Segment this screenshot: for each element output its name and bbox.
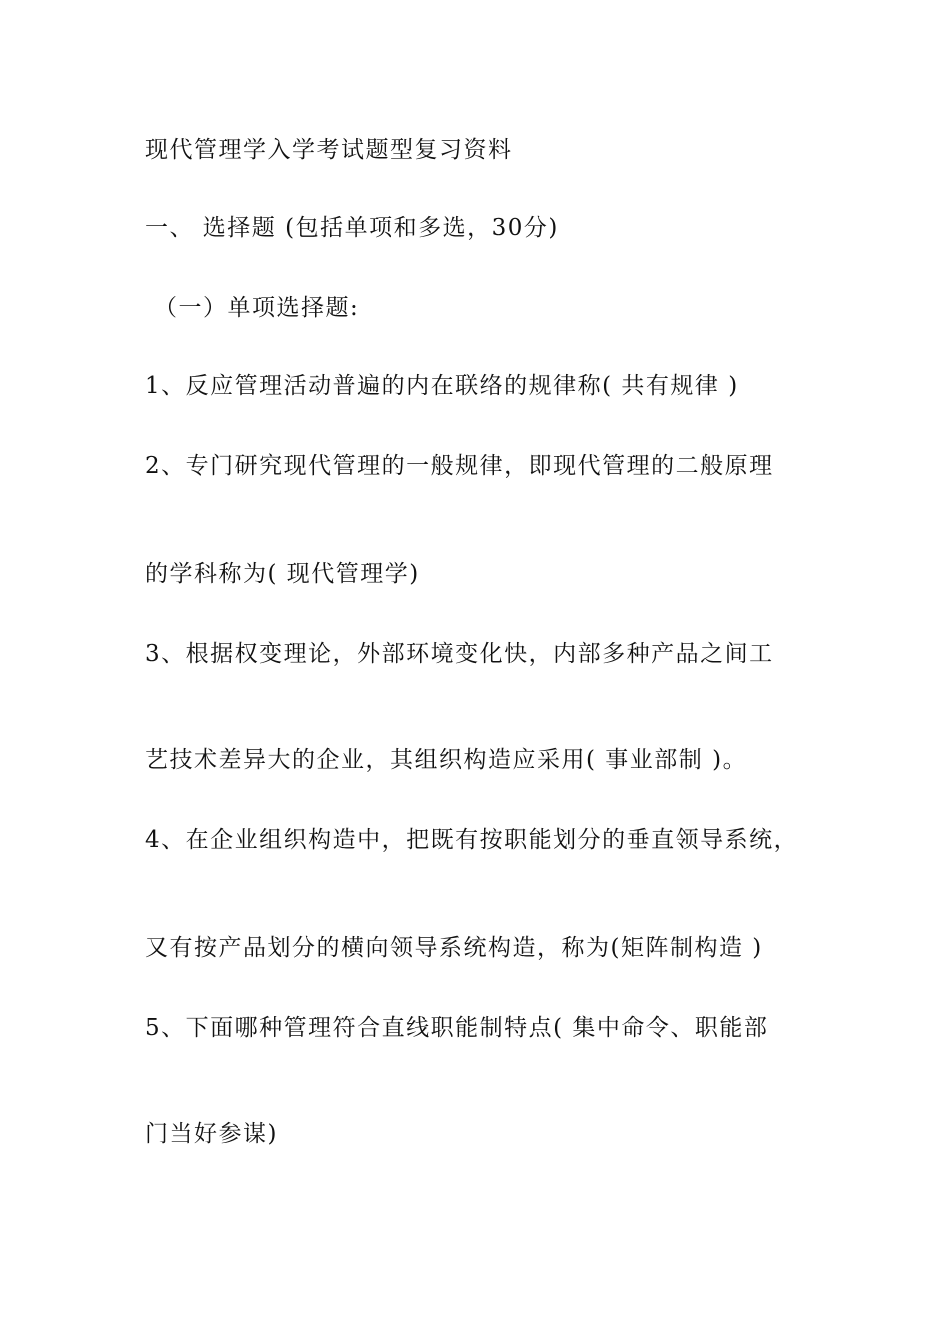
question-2-line-1: 2、专门研究现代管理的一般规律，即现代管理的二般原理: [145, 453, 774, 479]
question-3-line-2: 艺技术差异大的企业，其组织构造应采用( 事业部制 )。: [145, 747, 748, 773]
question-2-line-2: 的学科称为( 现代管理学): [145, 561, 420, 587]
question-1-line-1: 1、反应管理活动普遍的内在联络的规律称( 共有规律 ): [145, 373, 739, 399]
subsection-heading-single-choice: （一）单项选择题:: [154, 295, 360, 321]
question-4-line-1: 4、在企业组织构造中，把既有按职能划分的垂直领导系统，: [145, 827, 799, 853]
question-5-line-2: 门当好参谋): [145, 1121, 278, 1147]
question-4-line-2: 又有按产品划分的横向领导系统构造，称为(矩阵制构造 ): [145, 935, 763, 961]
document-title: 现代管理学入学考试题型复习资料: [145, 137, 513, 163]
question-5-line-1: 5、下面哪种管理符合直线职能制特点( 集中命令、职能部: [145, 1015, 769, 1041]
question-3-line-1: 3、根据权变理论，外部环境变化快，内部多种产品之间工: [145, 641, 774, 667]
section-heading-choice: 一、 选择题 (包括单项和多选，30分): [145, 215, 559, 241]
